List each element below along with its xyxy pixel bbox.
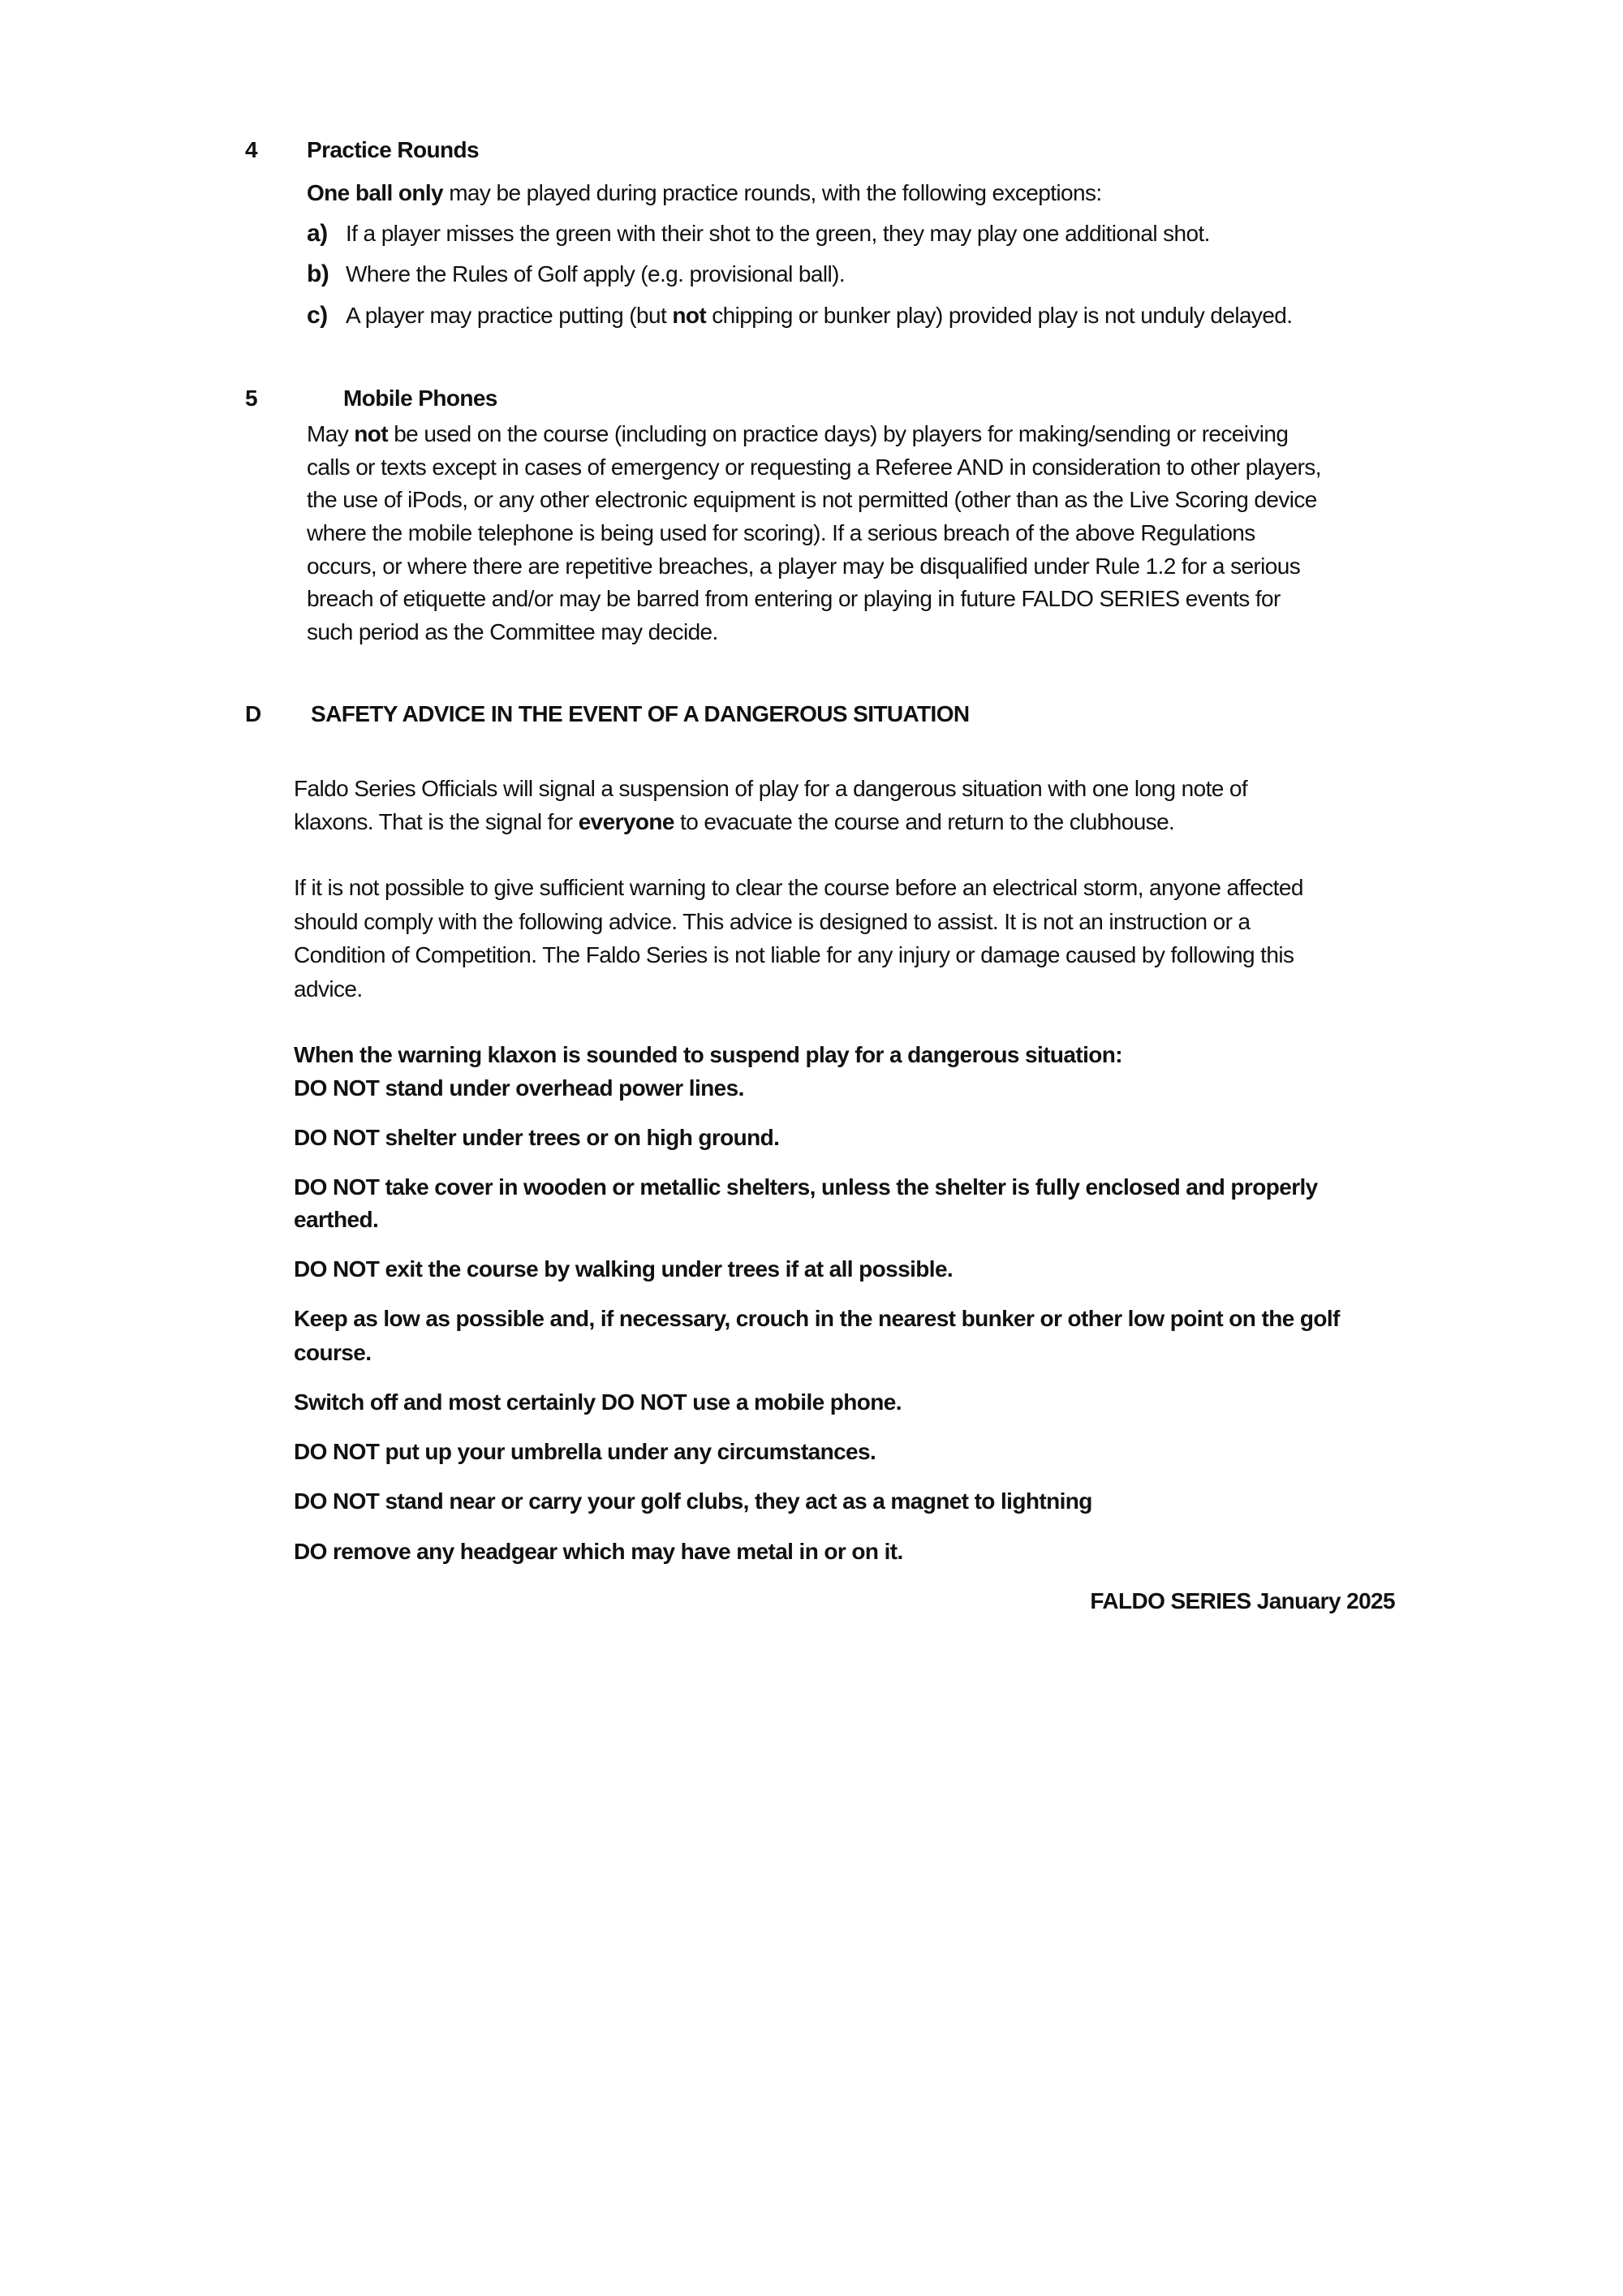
text: be used on the course (including on practice days) by players for making/sending or receiving [388, 421, 1289, 446]
advice-item: DO NOT take cover in wooden or metallic shelters, unless the shelter is fully enclosed and properly [294, 1174, 1318, 1200]
body-line: where the mobile telephone is being used for scoring). If a serious breach of the above Regulations [307, 520, 1255, 545]
section-title: Mobile Phones [343, 386, 497, 411]
advice-item: Switch off and most certainly DO NOT use a mobile phone. [294, 1389, 902, 1415]
body-line: Condition of Competition. The Faldo Series is not liable for any injury or damage caused by following this [294, 942, 1294, 967]
text: May [307, 421, 355, 446]
section-title: SAFETY ADVICE IN THE EVENT OF A DANGEROUS SITUATION [311, 701, 970, 726]
text: klaxons. That is the signal for [294, 809, 579, 834]
body-line: If it is not possible to give sufficient warning to clear the course before an electrical storm, anyone affected [294, 875, 1303, 900]
intro-text [307, 177, 1102, 209]
section-letter: D [245, 701, 261, 726]
body-line [307, 418, 1288, 450]
bold-text: not [672, 303, 707, 328]
text: may be played during practice rounds, with the following exceptions: [443, 180, 1102, 205]
item-text: Where the Rules of Golf apply (e.g. provisional ball). [346, 261, 846, 286]
body-line: Faldo Series Officials will signal a suspension of play for a dangerous situation with one long note of [294, 776, 1248, 801]
advice-item: DO NOT exit the course by walking under trees if at all possible. [294, 1256, 954, 1282]
body-line: occurs, or where there are repetitive breaches, a player may be disqualified under Rule 1.2 for a serious [307, 554, 1301, 579]
advice-item: DO NOT stand near or carry your golf clubs, they act as a magnet to lightning [294, 1488, 1092, 1514]
advice-item: DO NOT put up your umbrella under any circumstances. [294, 1439, 876, 1464]
section-number: 4 [245, 137, 257, 162]
text: to evacuate the course and return to the clubhouse. [674, 809, 1175, 834]
body-line [294, 806, 1174, 838]
text: A player may practice putting (but [346, 303, 673, 328]
advice-item: course. [294, 1340, 372, 1365]
advice-item: DO NOT shelter under trees or on high ground. [294, 1125, 780, 1150]
body-line: breach of etiquette and/or may be barred from entering or playing in future FALDO SERIES events for [307, 586, 1281, 611]
advice-item: DO NOT stand under overhead power lines. [294, 1075, 744, 1101]
advice-item: DO remove any headgear which may have metal in or on it. [294, 1539, 903, 1564]
bold-text: One ball only [307, 180, 444, 205]
bold-text: everyone [578, 809, 674, 834]
item-label: c) [307, 302, 328, 329]
body-line: the use of iPods, or any other electronic equipment is not permitted (other than as the Live Scoring device [307, 487, 1317, 512]
advice-item: Keep as low as possible and, if necessary, crouch in the nearest bunker or other low point on the golf [294, 1306, 1340, 1331]
item-text: If a player misses the green with their shot to the green, they may play one additional shot. [346, 221, 1210, 246]
advice-heading: When the warning klaxon is sounded to suspend play for a dangerous situation: [294, 1042, 1123, 1067]
body-line: advice. [294, 976, 363, 1002]
text: chipping or bunker play) provided play is not unduly delayed. [706, 303, 1293, 328]
body-line: should comply with the following advice. This advice is designed to assist. It is not an instruction or a [294, 909, 1251, 934]
body-line: such period as the Committee may decide. [307, 619, 718, 644]
advice-item: earthed. [294, 1207, 379, 1232]
item-label: b) [307, 261, 329, 287]
item-text [346, 299, 1292, 332]
item-label: a) [307, 220, 328, 247]
bold-text: not [354, 421, 389, 446]
signature: FALDO SERIES January 2025 [1090, 1588, 1395, 1613]
section-number: 5 [245, 386, 257, 411]
body-line: calls or texts except in cases of emergency or requesting a Referee AND in consideration to other players, [307, 454, 1321, 480]
section-title: Practice Rounds [307, 137, 479, 162]
